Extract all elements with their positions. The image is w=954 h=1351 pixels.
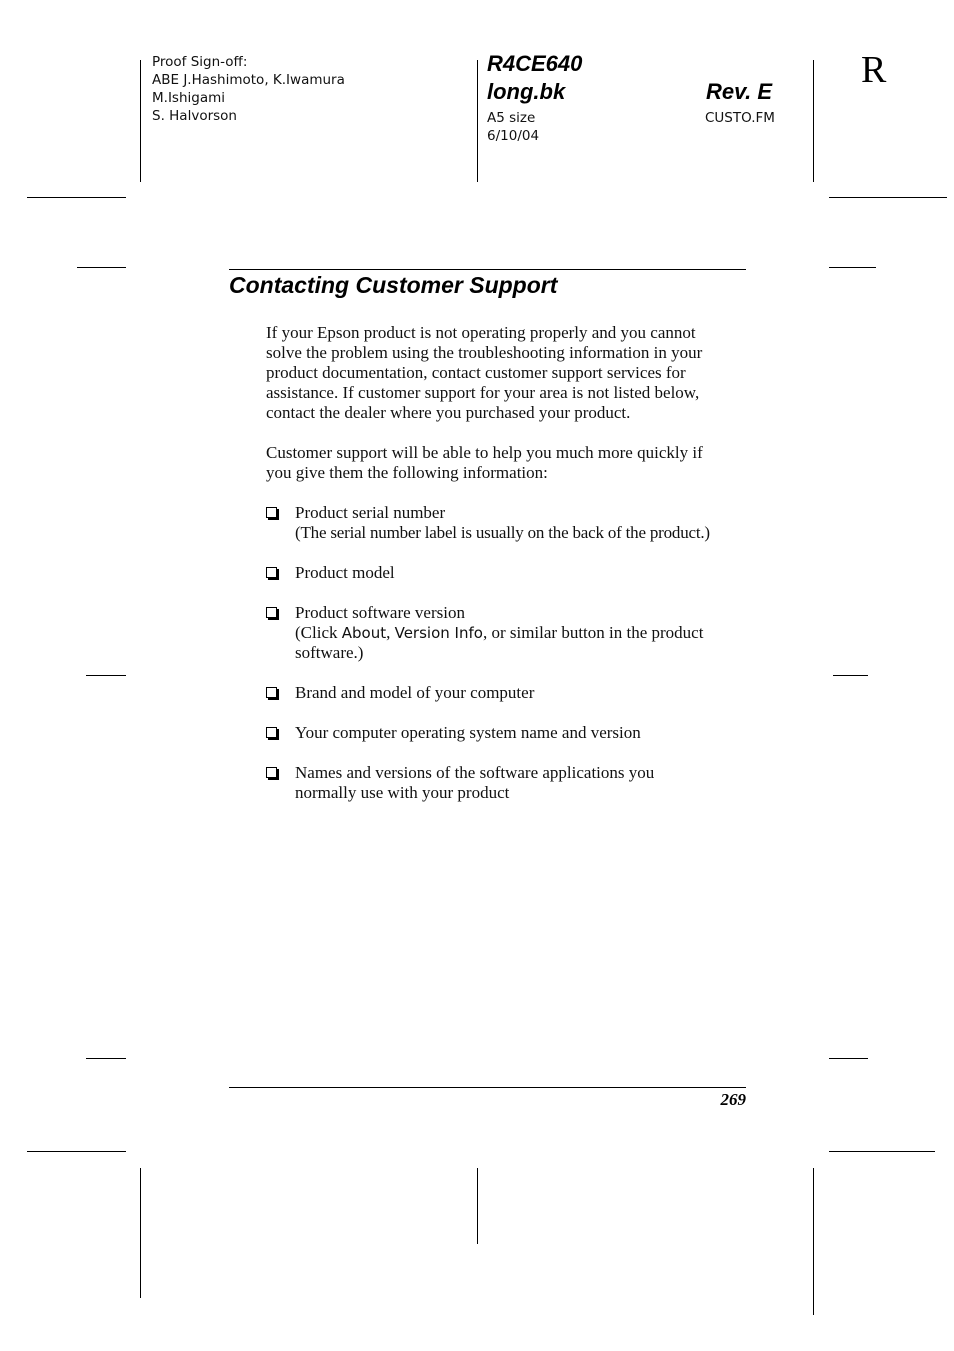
page-size: A5 size	[487, 110, 536, 126]
list-item-note: (The serial number label is usually on the back of the product.)	[295, 523, 710, 542]
intro-paragraph	[266, 323, 756, 423]
list-item-text: Names and versions of the software applications you	[295, 763, 655, 782]
info-paragraph	[266, 443, 756, 483]
checkbox-bullet-icon	[266, 607, 277, 618]
checkbox-bullet-icon	[266, 567, 277, 578]
list-item-text: Product software version	[295, 603, 465, 622]
corner-mark: R	[861, 49, 887, 91]
crop-mark-top-right-vertical	[813, 60, 814, 182]
book-file: long.bk	[487, 79, 566, 104]
trim-mark-left-upper	[77, 267, 126, 268]
list-item-note-continued: software.)	[295, 643, 364, 662]
version-info-button-reference: Version Info	[394, 624, 483, 642]
checkbox-bullet-icon	[266, 767, 277, 778]
proof-signoff-names-1: ABE J.Hashimoto, K.Iwamura	[152, 72, 345, 88]
list-item-text: Your computer operating system name and version	[295, 723, 641, 742]
crop-mark-top-left-vertical	[140, 60, 141, 182]
checkbox-bullet-icon	[266, 687, 277, 698]
checkbox-bullet-icon	[266, 727, 277, 738]
intro-line-4: assistance. If customer support for your area is not listed below,	[266, 383, 700, 402]
proof-signoff	[152, 53, 472, 125]
crop-mark-bottom-right-vertical	[813, 1168, 814, 1315]
proof-signoff-label: Proof Sign-off:	[152, 54, 248, 70]
info-line-1: Customer support will be able to help you much more quickly if	[266, 443, 703, 462]
crop-mark-bottom-center-vertical	[477, 1168, 478, 1244]
book-code: R4CE640	[487, 51, 583, 76]
trim-mark-left-middle	[86, 675, 126, 676]
trim-mark-right-upper	[829, 267, 876, 268]
crop-mark-bottom-right-horizontal	[829, 1151, 935, 1152]
intro-line-3: product documentation, contact customer support services for	[266, 363, 686, 382]
proof-signoff-names-3: S. Halvorson	[152, 108, 237, 124]
intro-line-1: If your Epson product is not operating properly and you cannot	[266, 323, 696, 342]
footer-rule	[229, 1087, 746, 1088]
trim-mark-right-middle	[833, 675, 868, 676]
section-title: Contacting Customer Support	[229, 272, 558, 298]
list-item-note: (Click About, Version Info, or similar button in the product	[295, 623, 704, 642]
page-number: 269	[720, 1090, 746, 1109]
list-item-text: Product model	[295, 563, 395, 582]
crop-mark-top-left-horizontal	[27, 197, 126, 198]
checkbox-bullet-icon	[266, 507, 277, 518]
crop-mark-top-right-horizontal	[829, 197, 947, 198]
info-line-2: you give them the following information:	[266, 463, 548, 482]
about-button-reference: About	[341, 624, 387, 642]
chapter-file: CUSTO.FM	[705, 110, 775, 126]
trim-mark-left-lower	[86, 1058, 126, 1059]
doc-date: 6/10/04	[487, 128, 540, 144]
crop-mark-bottom-left-horizontal	[27, 1151, 126, 1152]
list-item-text: Brand and model of your computer	[295, 683, 535, 702]
crop-mark-bottom-left-vertical	[140, 1168, 141, 1298]
list-item-text-continued: normally use with your product	[295, 783, 510, 802]
crop-mark-top-center-vertical	[477, 60, 478, 182]
intro-line-2: solve the problem using the troubleshooting information in your	[266, 343, 703, 362]
list-item-text: Product serial number	[295, 503, 446, 522]
revision: Rev. E	[706, 79, 773, 104]
intro-line-5: contact the dealer where you purchased your product.	[266, 403, 631, 422]
proof-signoff-names-2: M.Ishigami	[152, 90, 226, 106]
trim-mark-right-lower	[829, 1058, 868, 1059]
